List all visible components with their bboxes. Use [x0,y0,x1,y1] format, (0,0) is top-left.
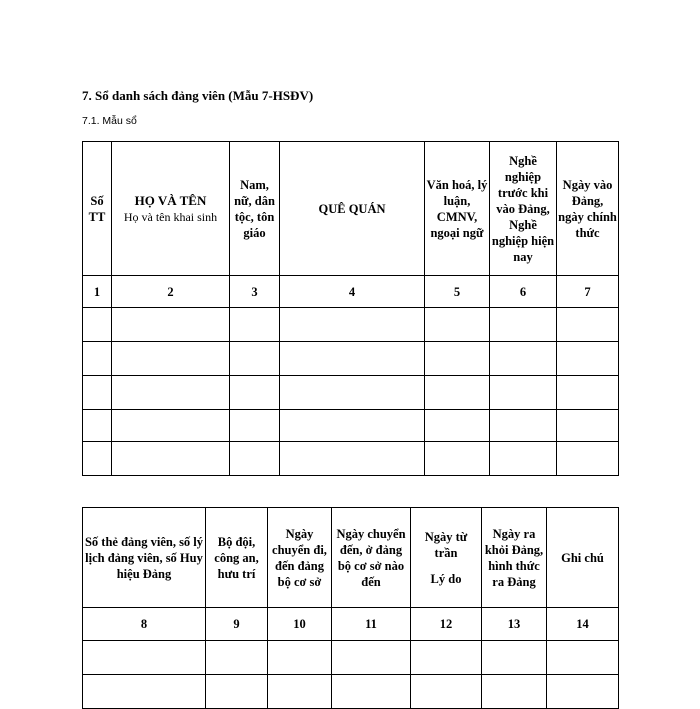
section-heading: 7. Sổ danh sách đảng viên (Mẫu 7-HSĐV) [82,88,314,103]
blank-cell [230,410,280,442]
blank-cell [280,376,425,410]
col-header-occupation [490,142,557,276]
blank-cell [230,442,280,476]
blank-cell [268,675,332,709]
blank-cell [482,675,547,709]
col-header-notes [547,508,619,608]
blank-cell [206,675,268,709]
col-header-hometown [280,142,425,276]
blank-cell [425,376,490,410]
column-number: 13 [482,608,547,641]
blank-row [83,342,619,376]
column-number: 11 [332,608,411,641]
blank-cell [490,376,557,410]
blank-cell [547,641,619,675]
blank-cell [230,308,280,342]
blank-cell [332,641,411,675]
column-number: 2 [112,276,230,308]
column-number: 6 [490,276,557,308]
blank-cell [332,675,411,709]
blank-cell [547,675,619,709]
spacer [412,561,480,571]
header-line: Họ và tên khai sinh [123,209,218,224]
header-line: Số thẻ đảng viên, số lý lịch đảng viên, số Huy hiệu Đảng [84,534,204,581]
col-header-transfer-in-date [332,508,411,608]
header-line: Ngày vào Đảng, ngày chính thức [558,177,617,240]
blank-row [83,641,619,675]
blank-cell [557,410,619,442]
blank-cell [112,308,230,342]
header-line: Ghi chú [561,550,604,565]
col-header-death-date [411,508,482,608]
blank-row [83,442,619,476]
blank-cell [425,342,490,376]
header-line: QUÊ QUÁN [318,201,386,216]
blank-cell [490,342,557,376]
column-number: 3 [230,276,280,308]
party-member-list-table-1 [82,141,619,476]
blank-cell [83,308,112,342]
blank-row [83,410,619,442]
header-line: HỌ VÀ TÊN [134,192,207,208]
blank-cell [280,342,425,376]
col-header-party-join-date [557,142,619,276]
blank-cell [112,376,230,410]
blank-cell [490,410,557,442]
blank-cell [425,308,490,342]
header-line: Nghề nghiệp trước khi vào Đảng, Nghề nghiệp hiện nay [491,153,555,264]
blank-cell [557,308,619,342]
blank-cell [112,410,230,442]
column-number: 1 [83,276,112,308]
blank-cell [482,641,547,675]
section-subheading: 7.1. Mẫu sổ [82,115,137,127]
blank-cell [83,442,112,476]
header-line: Văn hoá, lý luận, CMNV, ngoại ngữ [426,177,488,240]
blank-cell [83,376,112,410]
blank-cell [490,442,557,476]
blank-cell [411,641,482,675]
party-member-list-table-2 [82,507,619,709]
column-number: 7 [557,276,619,308]
column-number: 8 [83,608,206,641]
column-number: 12 [411,608,482,641]
blank-cell [425,410,490,442]
blank-cell [280,410,425,442]
col-header-gender-ethnicity-religion [230,142,280,276]
header-line: Lý do [430,571,462,586]
column-number: 14 [547,608,619,641]
column-number: 4 [280,276,425,308]
blank-cell [83,342,112,376]
header-line: Ngày chuyển đi, đến đảng bộ cơ sở [272,526,327,589]
blank-cell [425,442,490,476]
blank-cell [280,442,425,476]
blank-cell [557,342,619,376]
col-header-education [425,142,490,276]
column-number: 5 [425,276,490,308]
blank-cell [268,641,332,675]
blank-cell [557,376,619,410]
col-header-card-number [83,508,206,608]
column-number-row [83,608,619,641]
header-row [83,142,619,276]
header-line: Ngày từ trần [424,529,468,560]
column-number: 9 [206,608,268,641]
col-header-stt [83,142,112,276]
col-header-leave-party-date [482,508,547,608]
blank-cell [411,675,482,709]
blank-cell [83,410,112,442]
blank-row [83,308,619,342]
blank-cell [230,376,280,410]
header-line: Số [90,193,104,208]
header-line: Ngày ra khỏi Đảng, hình thức ra Đảng [484,526,544,589]
blank-row [83,376,619,410]
header-row [83,508,619,608]
header-line: Bộ đội, công an, hưu trí [214,534,259,581]
blank-cell [490,308,557,342]
header-line: Nam, nữ, dân tộc, tôn giáo [234,177,275,240]
blank-cell [112,442,230,476]
blank-cell [206,641,268,675]
header-line: TT [88,209,106,224]
header-line: Ngày chuyển đến, ở đảng bộ cơ sở nào đến [336,526,406,589]
col-header-military-police-retired [206,508,268,608]
card-number-grid-cell [83,641,206,675]
blank-cell [557,442,619,476]
column-number: 10 [268,608,332,641]
blank-cell [112,342,230,376]
col-header-transfer-out-date [268,508,332,608]
blank-row [83,675,619,709]
col-header-full-name [112,142,230,276]
blank-cell [230,342,280,376]
blank-cell [280,308,425,342]
card-number-grid-cell [83,675,206,709]
column-number-row [83,276,619,308]
